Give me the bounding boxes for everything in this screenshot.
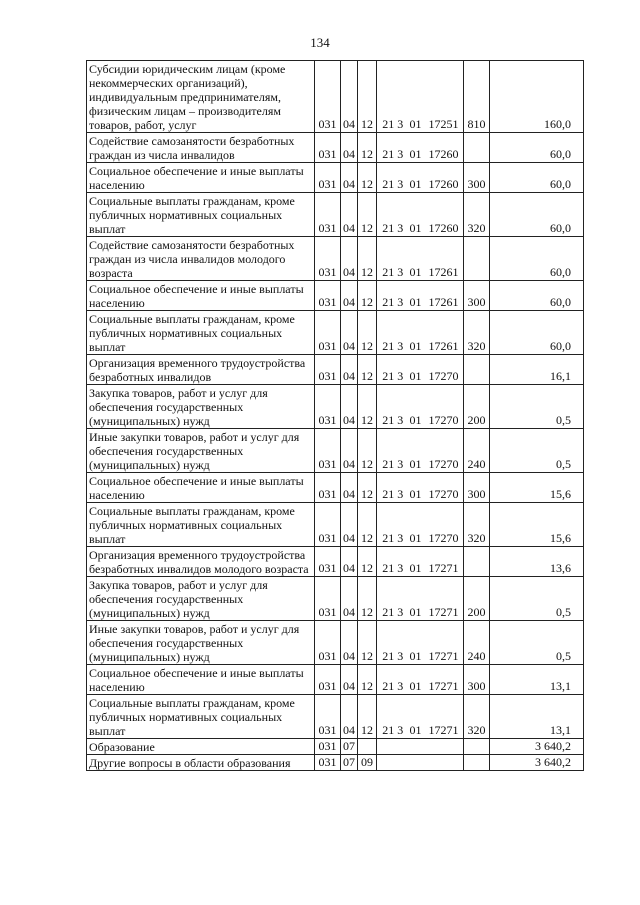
expense-type-code: 320 xyxy=(464,503,490,547)
code-number: 17260 xyxy=(427,133,464,163)
subsection-code: 12 xyxy=(358,547,377,577)
code-part: 01 xyxy=(409,163,427,193)
subsection-code: 12 xyxy=(358,163,377,193)
row-description: Иные закупки товаров, работ и услуг для обеспечения государственных (муниципальных) нужд xyxy=(87,429,315,473)
code-part: 01 xyxy=(409,385,427,429)
subsection-code: 09 xyxy=(358,755,377,771)
code-number: 17261 xyxy=(427,281,464,311)
section-code: 04 xyxy=(341,237,358,281)
section-code: 04 xyxy=(341,163,358,193)
code-number: 17260 xyxy=(427,193,464,237)
budget-table xyxy=(86,60,584,771)
row-description: Иные закупки товаров, работ и услуг для обеспечения государственных (муниципальных) нужд xyxy=(87,621,315,665)
code-number: 17261 xyxy=(427,237,464,281)
subsection-code: 12 xyxy=(358,695,377,739)
table-row xyxy=(87,547,584,577)
ministry-code: 031 xyxy=(315,695,341,739)
target-code xyxy=(377,755,409,771)
target-code: 21 3 xyxy=(377,355,409,385)
target-code: 21 3 xyxy=(377,473,409,503)
ministry-code: 031 xyxy=(315,311,341,355)
table-row xyxy=(87,739,584,755)
amount: 0,5 xyxy=(490,621,584,665)
amount: 60,0 xyxy=(490,193,584,237)
expense-type-code: 300 xyxy=(464,281,490,311)
section-code: 04 xyxy=(341,61,358,133)
ministry-code: 031 xyxy=(315,163,341,193)
amount: 60,0 xyxy=(490,281,584,311)
ministry-code: 031 xyxy=(315,665,341,695)
target-code: 21 3 xyxy=(377,429,409,473)
amount: 0,5 xyxy=(490,429,584,473)
table-row xyxy=(87,133,584,163)
expense-type-code: 200 xyxy=(464,385,490,429)
ministry-code: 031 xyxy=(315,355,341,385)
target-code: 21 3 xyxy=(377,695,409,739)
code-number: 17270 xyxy=(427,503,464,547)
code-number: 17271 xyxy=(427,665,464,695)
ministry-code: 031 xyxy=(315,739,341,755)
table-row xyxy=(87,695,584,739)
page-number: 134 xyxy=(310,35,330,50)
ministry-code: 031 xyxy=(315,193,341,237)
code-part: 01 xyxy=(409,281,427,311)
table-row xyxy=(87,577,584,621)
table-row xyxy=(87,355,584,385)
amount: 13,6 xyxy=(490,547,584,577)
subsection-code: 12 xyxy=(358,473,377,503)
subsection-code: 12 xyxy=(358,237,377,281)
row-description: Социальные выплаты гражданам, кроме публичных нормативных социальных выплат xyxy=(87,503,315,547)
amount: 60,0 xyxy=(490,311,584,355)
target-code: 21 3 xyxy=(377,237,409,281)
table-row xyxy=(87,503,584,547)
ministry-code: 031 xyxy=(315,429,341,473)
ministry-code: 031 xyxy=(315,133,341,163)
expense-type-code: 320 xyxy=(464,311,490,355)
table-row xyxy=(87,621,584,665)
target-code: 21 3 xyxy=(377,547,409,577)
code-part: 01 xyxy=(409,355,427,385)
ministry-code: 031 xyxy=(315,385,341,429)
expense-type-code: 300 xyxy=(464,665,490,695)
section-code: 04 xyxy=(341,547,358,577)
expense-type-code: 300 xyxy=(464,163,490,193)
code-part: 01 xyxy=(409,429,427,473)
section-code: 04 xyxy=(341,473,358,503)
amount: 3 640,2 xyxy=(490,755,584,771)
expense-type-code: 240 xyxy=(464,429,490,473)
code-part: 01 xyxy=(409,621,427,665)
target-code: 21 3 xyxy=(377,133,409,163)
ministry-code: 031 xyxy=(315,755,341,771)
code-number: 17271 xyxy=(427,577,464,621)
section-code: 04 xyxy=(341,193,358,237)
target-code xyxy=(377,739,409,755)
row-description: Социальные выплаты гражданам, кроме публичных нормативных социальных выплат xyxy=(87,193,315,237)
amount: 13,1 xyxy=(490,695,584,739)
subsection-code: 12 xyxy=(358,665,377,695)
code-number: 17271 xyxy=(427,547,464,577)
row-description: Социальные выплаты гражданам, кроме публичных нормативных социальных выплат xyxy=(87,311,315,355)
ministry-code: 031 xyxy=(315,621,341,665)
table-row xyxy=(87,163,584,193)
amount: 60,0 xyxy=(490,237,584,281)
section-code: 07 xyxy=(341,739,358,755)
subsection-code: 12 xyxy=(358,621,377,665)
row-description: Социальное обеспечение и иные выплаты населению xyxy=(87,473,315,503)
target-code: 21 3 xyxy=(377,193,409,237)
amount: 60,0 xyxy=(490,163,584,193)
table-row xyxy=(87,385,584,429)
amount: 13,1 xyxy=(490,665,584,695)
row-description: Социальные выплаты гражданам, кроме публичных нормативных социальных выплат xyxy=(87,695,315,739)
section-code: 04 xyxy=(341,133,358,163)
subsection-code: 12 xyxy=(358,503,377,547)
ministry-code: 031 xyxy=(315,473,341,503)
expense-type-code: 320 xyxy=(464,193,490,237)
row-description: Социальное обеспечение и иные выплаты населению xyxy=(87,163,315,193)
code-part: 01 xyxy=(409,133,427,163)
expense-type-code xyxy=(464,547,490,577)
target-code: 21 3 xyxy=(377,311,409,355)
section-code: 04 xyxy=(341,281,358,311)
section-code: 04 xyxy=(341,503,358,547)
code-number: 17260 xyxy=(427,163,464,193)
target-code: 21 3 xyxy=(377,665,409,695)
section-code: 04 xyxy=(341,665,358,695)
code-number: 17270 xyxy=(427,355,464,385)
amount: 15,6 xyxy=(490,473,584,503)
code-number: 17271 xyxy=(427,621,464,665)
row-description: Социальное обеспечение и иные выплаты населению xyxy=(87,281,315,311)
code-part: 01 xyxy=(409,237,427,281)
expense-type-code xyxy=(464,237,490,281)
code-part: 01 xyxy=(409,665,427,695)
section-code: 04 xyxy=(341,385,358,429)
code-part: 01 xyxy=(409,695,427,739)
row-description: Субсидии юридическим лицам (кроме некоммерческих организаций), индивидуальным предпринимателям, физическим лицам – производителям товаров, работ, услуг xyxy=(87,61,315,133)
amount: 160,0 xyxy=(490,61,584,133)
expense-type-code: 240 xyxy=(464,621,490,665)
expense-type-code xyxy=(464,133,490,163)
row-description: Закупка товаров, работ и услуг для обеспечения государственных (муниципальных) нужд xyxy=(87,577,315,621)
amount: 3 640,2 xyxy=(490,739,584,755)
row-description: Социальное обеспечение и иные выплаты населению xyxy=(87,665,315,695)
ministry-code: 031 xyxy=(315,503,341,547)
amount: 0,5 xyxy=(490,385,584,429)
subsection-code: 12 xyxy=(358,133,377,163)
subsection-code: 12 xyxy=(358,355,377,385)
table-row xyxy=(87,237,584,281)
table-row xyxy=(87,311,584,355)
row-description: Образование xyxy=(87,739,315,755)
subsection-code: 12 xyxy=(358,385,377,429)
table-row xyxy=(87,429,584,473)
expense-type-code xyxy=(464,739,490,755)
code-part: 01 xyxy=(409,311,427,355)
row-description: Другие вопросы в области образования xyxy=(87,755,315,771)
code-number: 17251 xyxy=(427,61,464,133)
subsection-code: 12 xyxy=(358,281,377,311)
section-code: 04 xyxy=(341,695,358,739)
code-part: 01 xyxy=(409,193,427,237)
target-code: 21 3 xyxy=(377,281,409,311)
amount: 16,1 xyxy=(490,355,584,385)
target-code: 21 3 xyxy=(377,385,409,429)
code-part: 01 xyxy=(409,473,427,503)
code-part xyxy=(409,739,427,755)
target-code: 21 3 xyxy=(377,61,409,133)
expense-type-code: 320 xyxy=(464,695,490,739)
table-row xyxy=(87,193,584,237)
section-code: 04 xyxy=(341,355,358,385)
table-row xyxy=(87,473,584,503)
table-row xyxy=(87,755,584,771)
ministry-code: 031 xyxy=(315,61,341,133)
code-part: 01 xyxy=(409,547,427,577)
code-part xyxy=(409,755,427,771)
code-part: 01 xyxy=(409,503,427,547)
row-description: Содействие самозанятости безработных граждан из числа инвалидов xyxy=(87,133,315,163)
expense-type-code: 200 xyxy=(464,577,490,621)
row-description: Закупка товаров, работ и услуг для обеспечения государственных (муниципальных) нужд xyxy=(87,385,315,429)
expense-type-code: 810 xyxy=(464,61,490,133)
section-code: 04 xyxy=(341,577,358,621)
code-number: 17270 xyxy=(427,429,464,473)
code-number xyxy=(427,755,464,771)
subsection-code: 12 xyxy=(358,429,377,473)
expense-type-code xyxy=(464,755,490,771)
ministry-code: 031 xyxy=(315,547,341,577)
ministry-code: 031 xyxy=(315,281,341,311)
code-number: 17261 xyxy=(427,311,464,355)
table-row xyxy=(87,281,584,311)
table-row xyxy=(87,665,584,695)
section-code: 04 xyxy=(341,311,358,355)
subsection-code: 12 xyxy=(358,577,377,621)
code-number: 17270 xyxy=(427,385,464,429)
expense-type-code: 300 xyxy=(464,473,490,503)
target-code: 21 3 xyxy=(377,621,409,665)
ministry-code: 031 xyxy=(315,577,341,621)
ministry-code: 031 xyxy=(315,237,341,281)
section-code: 07 xyxy=(341,755,358,771)
subsection-code: 12 xyxy=(358,61,377,133)
target-code: 21 3 xyxy=(377,503,409,547)
subsection-code: 12 xyxy=(358,311,377,355)
section-code: 04 xyxy=(341,621,358,665)
amount: 60,0 xyxy=(490,133,584,163)
code-part: 01 xyxy=(409,577,427,621)
target-code: 21 3 xyxy=(377,577,409,621)
code-number xyxy=(427,739,464,755)
code-part: 01 xyxy=(409,61,427,133)
row-description: Содействие самозанятости безработных граждан из числа инвалидов молодого возраста xyxy=(87,237,315,281)
code-number: 17271 xyxy=(427,695,464,739)
table-row xyxy=(87,61,584,133)
row-description: Организация временного трудоустройства безработных инвалидов молодого возраста xyxy=(87,547,315,577)
amount: 15,6 xyxy=(490,503,584,547)
section-code: 04 xyxy=(341,429,358,473)
amount: 0,5 xyxy=(490,577,584,621)
expense-type-code xyxy=(464,355,490,385)
code-number: 17270 xyxy=(427,473,464,503)
subsection-code: 12 xyxy=(358,193,377,237)
target-code: 21 3 xyxy=(377,163,409,193)
row-description: Организация временного трудоустройства безработных инвалидов xyxy=(87,355,315,385)
subsection-code xyxy=(358,739,377,755)
